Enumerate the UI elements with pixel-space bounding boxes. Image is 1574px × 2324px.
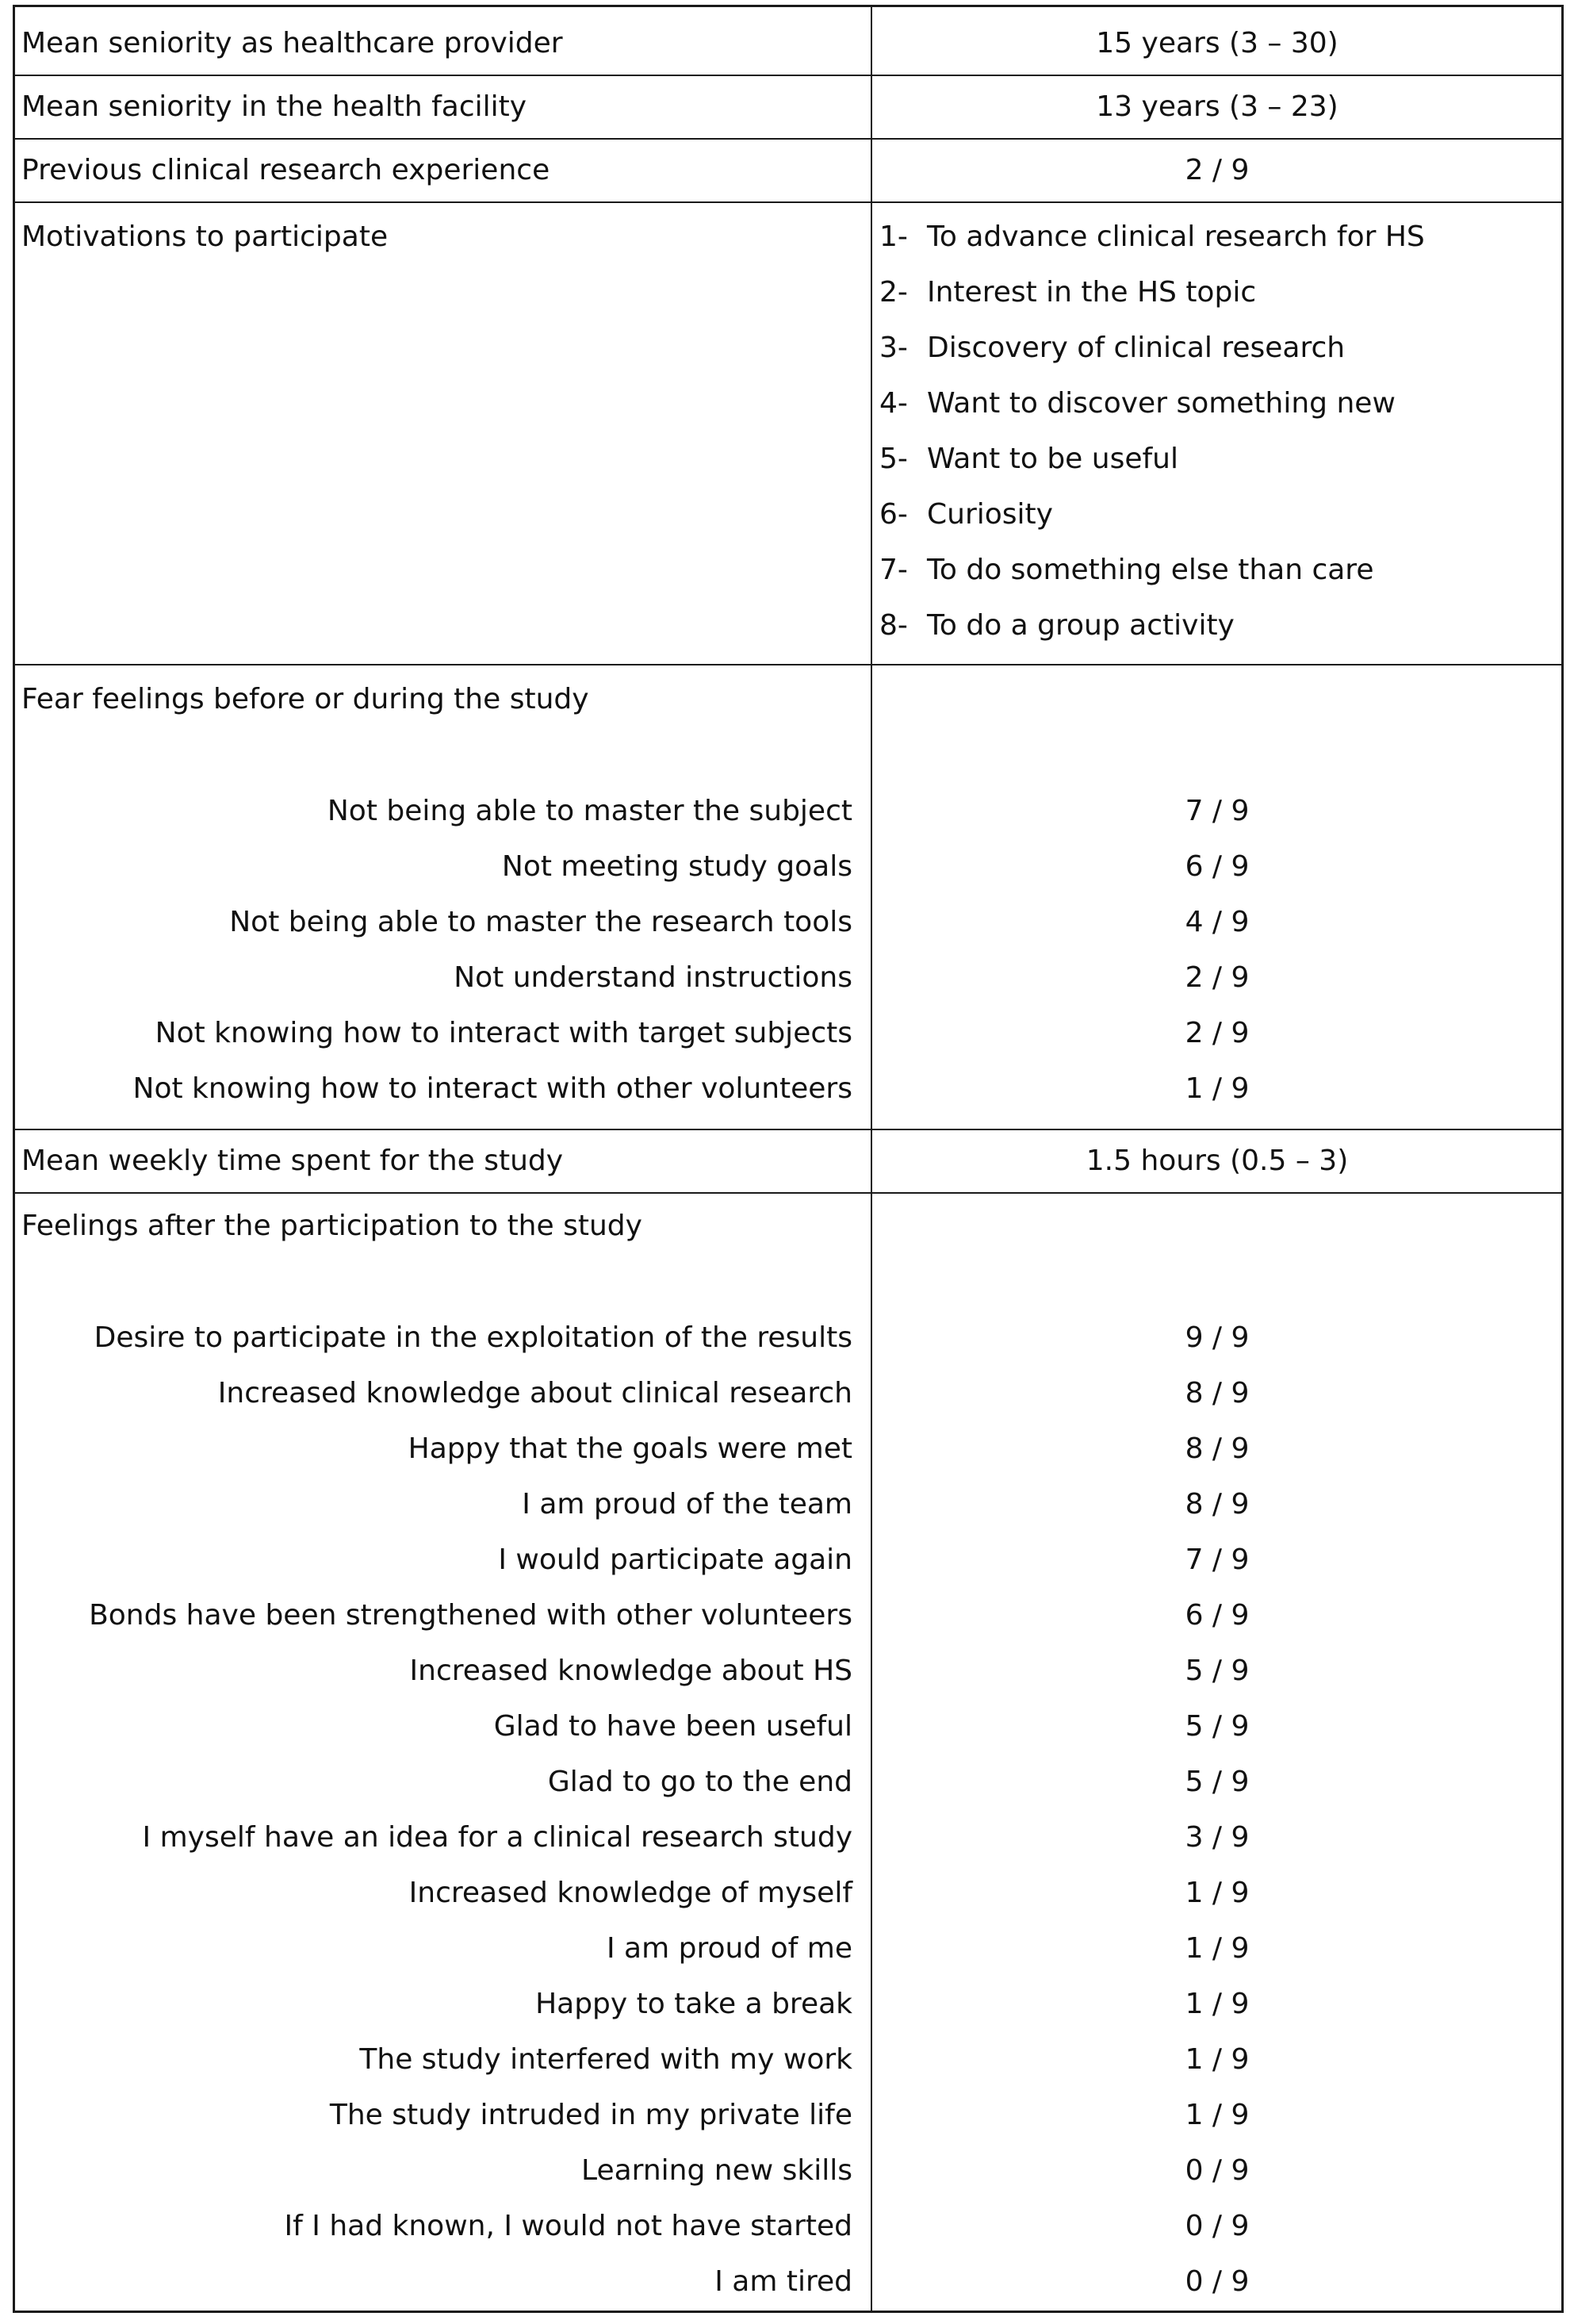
motivation-item: To do a group activity <box>927 609 1235 642</box>
feeling-item-value: 5 / 9 <box>1185 1655 1250 1687</box>
row-divider <box>15 201 1561 203</box>
weekly-time-label: Mean weekly time spent for the study <box>21 1145 564 1177</box>
fear-item-label: Not knowing how to interact with target subjects <box>155 1017 852 1049</box>
feeling-item-label: If I had known, I would not have started <box>284 2210 852 2242</box>
feeling-item-label: Happy that the goals were met <box>408 1432 852 1465</box>
seniority-facility-label: Mean seniority in the health facility <box>21 90 527 123</box>
feeling-item-label: Happy to take a break <box>535 1988 852 2020</box>
feeling-item-label: Increased knowledge of myself <box>408 1877 852 1909</box>
seniority-provider-label: Mean seniority as healthcare provider <box>21 27 563 59</box>
motivation-number: 3- <box>879 332 908 364</box>
feeling-item-label: I am proud of the team <box>522 1488 852 1521</box>
feeling-item-label: Increased knowledge about clinical research <box>217 1377 852 1409</box>
motivation-item: Want to discover something new <box>927 387 1396 420</box>
motivation-item: To advance clinical research for HS <box>927 221 1425 253</box>
fear-item-label: Not knowing how to interact with other volunteers <box>132 1072 852 1105</box>
fear-item-value: 7 / 9 <box>1185 795 1250 827</box>
feeling-item-label: The study intruded in my private life <box>329 2099 852 2131</box>
fear-item-label: Not being able to master the research tools <box>229 906 852 938</box>
feeling-item-value: 6 / 9 <box>1185 1599 1250 1632</box>
row-divider <box>15 664 1561 665</box>
feeling-item-value: 9 / 9 <box>1185 1321 1250 1354</box>
feeling-item-value: 1 / 9 <box>1185 1932 1250 1965</box>
motivation-item: Interest in the HS topic <box>927 276 1257 309</box>
fear-item-label: Not understand instructions <box>454 961 852 994</box>
fear-item-label: Not being able to master the subject <box>327 795 852 827</box>
motivation-number: 2- <box>879 276 908 309</box>
fear-item-value: 4 / 9 <box>1185 906 1250 938</box>
feeling-item-label: The study interfered with my work <box>359 2043 852 2076</box>
feeling-item-label: Bonds have been strengthened with other volunteers <box>89 1599 852 1632</box>
feeling-item-label: I myself have an idea for a clinical research study <box>142 1821 852 1854</box>
feeling-item-value: 1 / 9 <box>1185 1988 1250 2020</box>
research-experience-label: Previous clinical research experience <box>21 154 550 186</box>
feeling-item-value: 0 / 9 <box>1185 2210 1250 2242</box>
feeling-item-label: Glad to go to the end <box>547 1766 852 1798</box>
feeling-item-value: 8 / 9 <box>1185 1432 1250 1465</box>
feeling-item-label: I am tired <box>714 2265 852 2298</box>
research-experience-value: 2 / 9 <box>1185 154 1250 186</box>
feeling-item-value: 1 / 9 <box>1185 2099 1250 2131</box>
fear-item-value: 6 / 9 <box>1185 850 1250 883</box>
motivation-number: 6- <box>879 498 908 531</box>
survey-results-table <box>13 5 1564 2313</box>
motivation-number: 8- <box>879 609 908 642</box>
feeling-item-value: 5 / 9 <box>1185 1710 1250 1743</box>
feeling-item-label: I am proud of me <box>607 1932 852 1965</box>
feeling-item-value: 8 / 9 <box>1185 1377 1250 1409</box>
motivation-number: 5- <box>879 443 908 475</box>
row-divider <box>15 75 1561 76</box>
row-divider <box>15 1129 1561 1130</box>
seniority-facility-value: 13 years (3 – 23) <box>1096 90 1338 123</box>
feeling-item-label: Desire to participate in the exploitation of the results <box>94 1321 852 1354</box>
fear-item-value: 2 / 9 <box>1185 1017 1250 1049</box>
fear-item-value: 2 / 9 <box>1185 961 1250 994</box>
motivation-item: Want to be useful <box>927 443 1178 475</box>
feeling-item-value: 5 / 9 <box>1185 1766 1250 1798</box>
row-divider <box>15 1192 1561 1194</box>
fears-label: Fear feelings before or during the study <box>21 683 589 715</box>
seniority-provider-value: 15 years (3 – 30) <box>1096 27 1338 59</box>
motivation-number: 7- <box>879 554 908 586</box>
feeling-item-label: Increased knowledge about HS <box>409 1655 852 1687</box>
motivation-item: To do something else than care <box>927 554 1374 586</box>
feeling-item-value: 7 / 9 <box>1185 1544 1250 1576</box>
motivation-item: Curiosity <box>927 498 1053 531</box>
motivation-number: 1- <box>879 221 908 253</box>
feelings-after-label: Feelings after the participation to the study <box>21 1210 642 1242</box>
row-divider <box>15 138 1561 140</box>
feeling-item-value: 1 / 9 <box>1185 1877 1250 1909</box>
feeling-item-value: 8 / 9 <box>1185 1488 1250 1521</box>
feeling-item-label: I would participate again <box>498 1544 852 1576</box>
feeling-item-value: 0 / 9 <box>1185 2154 1250 2187</box>
feeling-item-label: Learning new skills <box>581 2154 852 2187</box>
motivations-label: Motivations to participate <box>21 221 389 253</box>
fear-item-value: 1 / 9 <box>1185 1072 1250 1105</box>
feeling-item-label: Glad to have been useful <box>493 1710 852 1743</box>
motivation-item: Discovery of clinical research <box>927 332 1346 364</box>
fear-item-label: Not meeting study goals <box>501 850 852 883</box>
feeling-item-value: 1 / 9 <box>1185 2043 1250 2076</box>
motivation-number: 4- <box>879 387 908 420</box>
feeling-item-value: 0 / 9 <box>1185 2265 1250 2298</box>
feeling-item-value: 3 / 9 <box>1185 1821 1250 1854</box>
weekly-time-value: 1.5 hours (0.5 – 3) <box>1086 1145 1349 1177</box>
